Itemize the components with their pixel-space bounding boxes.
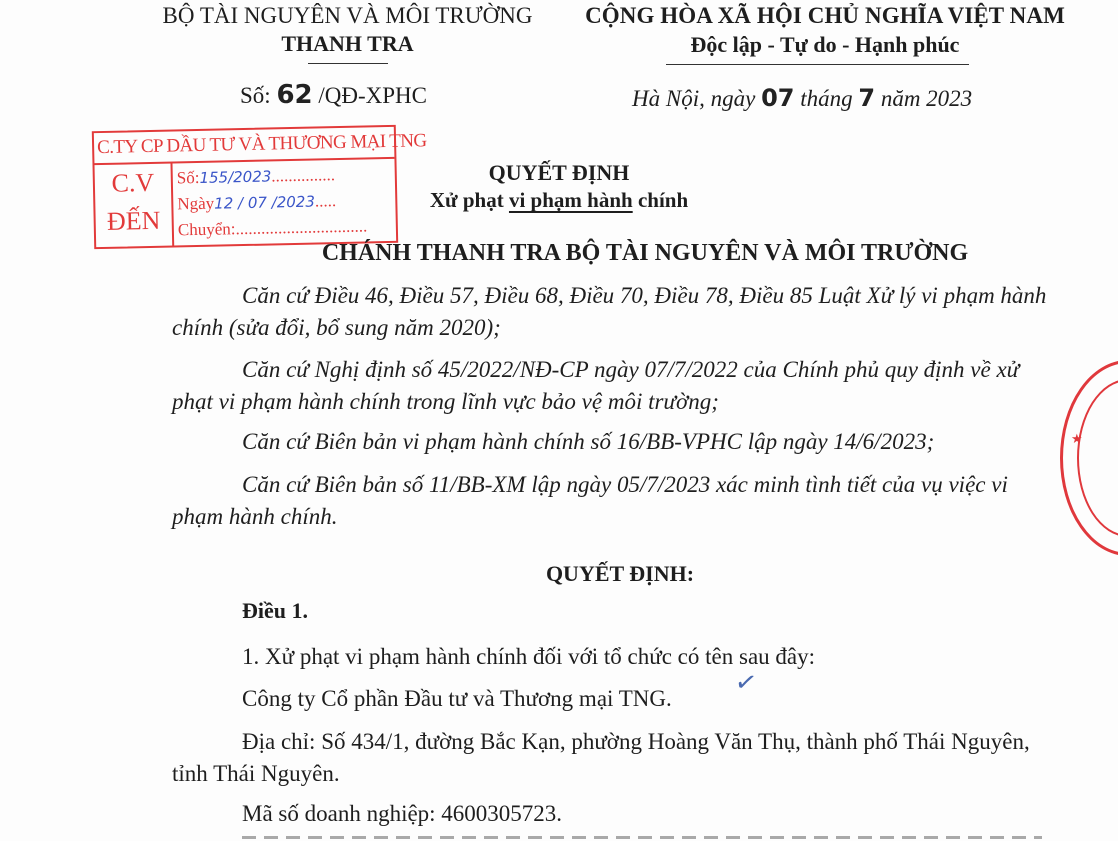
received-stamp xyxy=(92,125,427,249)
tax-code: Mã số doanh nghiệp: 4600305723. xyxy=(242,801,563,826)
seal-inner-ring xyxy=(1077,379,1118,537)
national-header xyxy=(575,2,1075,65)
subtitle-pre: Xử phạt xyxy=(429,188,509,212)
stamp-company: C.TY CP DẦU TƯ VÀ THƯƠNG MẠI TNG xyxy=(94,127,395,165)
subtitle-post: chính xyxy=(632,188,689,212)
clause-1: 1. Xử phạt vi phạm hành chính đối với tổ chức có tên sau đây: xyxy=(242,644,816,669)
divider xyxy=(308,63,388,64)
stamp-label-cv: C.V xyxy=(111,167,155,198)
doc-number-label: Số: xyxy=(240,83,271,108)
stamp-ngay-row: Ngày12 / 07 /2023..... xyxy=(177,191,337,214)
decision-title: QUYẾT ĐỊNH xyxy=(488,160,630,185)
cut-off-text-line xyxy=(242,832,1042,841)
authority-title: CHÁNH THANH TRA BỘ TÀI NGUYÊN VÀ MÔI TRƯỜNG xyxy=(321,240,969,266)
stamp-so-row: Số:155/2023............... xyxy=(176,165,336,188)
stamp-label-den: ĐẾN xyxy=(106,205,161,236)
issue-date xyxy=(632,84,972,112)
legal-basis-3: Căn cứ Biên bản vi phạm hành chính số 16/BB-VPHC lập ngày 14/6/2023; xyxy=(242,429,935,454)
date-place: Hà Nội, ngày xyxy=(632,86,756,111)
stamp-ngay-label: Ngày xyxy=(177,193,215,214)
date-day: 07 xyxy=(761,84,795,112)
legal-basis-4: Căn cứ Biên bản số 11/BB-XM lập ngày 05/7/2023 xác minh tình tiết của vụ việc vi phạm hành chính. xyxy=(172,472,1008,529)
subtitle-underlined: vi phạm hành xyxy=(508,188,633,212)
checkmark-icon: ✓ xyxy=(732,666,760,700)
stamp-so-label: Số: xyxy=(176,167,200,188)
issuing-agency-header xyxy=(150,2,545,64)
legal-basis-2: Căn cứ Nghị định số 45/2022/NĐ-CP ngày 07/7/2022 của Chính phủ quy định về xử phạt vi phạm hành chính trong lĩnh vực bảo vệ môi trường; xyxy=(172,357,1020,414)
divider xyxy=(666,64,969,65)
stamp-ngay-value: 12 / 07 /2023 xyxy=(213,192,316,213)
stamp-so-value: 155/2023 xyxy=(199,167,272,187)
legal-basis-1: Căn cứ Điều 46, Điều 57, Điều 68, Điều 70, Điều 78, Điều 85 Luật Xử lý vi phạm hành chính (sửa đổi, bổ sung năm 2020); xyxy=(172,283,1047,340)
star-icon: ★ xyxy=(1071,431,1083,446)
document-number xyxy=(240,80,427,110)
decision-heading: QUYẾT ĐỊNH: xyxy=(545,561,695,586)
nation-name: CỘNG HÒA XÃ HỘI CHỦ NGHĨA VIỆT NAM xyxy=(585,3,1065,28)
department-name: THANH TRA xyxy=(281,31,414,56)
doc-number-suffix: /QĐ-XPHC xyxy=(318,83,427,108)
date-month: 7 xyxy=(858,84,876,112)
date-month-label: tháng xyxy=(800,86,853,111)
doc-number-handwritten: 62 xyxy=(276,80,313,110)
company-address: Địa chỉ: Số 434/1, đường Bắc Kạn, phường Hoàng Văn Thụ, thành phố Thái Nguyên, tỉnh Thái Nguyên. xyxy=(172,729,1030,786)
national-motto: Độc lập - Tự do - Hạnh phúc xyxy=(690,32,960,57)
company-name: Công ty Cổ phần Đầu tư và Thương mại TNG. xyxy=(242,686,672,711)
ministry-name: BỘ TÀI NGUYÊN VÀ MÔI TRƯỜNG xyxy=(162,3,533,28)
stamp-chuyen-label: Chuyển: xyxy=(177,219,236,240)
decision-subtitle xyxy=(0,188,1118,213)
stamp-chuyen-row: Chuyển:............................... xyxy=(177,216,368,240)
official-seal xyxy=(1060,360,1118,556)
article-1-heading: Điều 1. xyxy=(242,598,308,623)
date-year: năm 2023 xyxy=(880,86,973,111)
